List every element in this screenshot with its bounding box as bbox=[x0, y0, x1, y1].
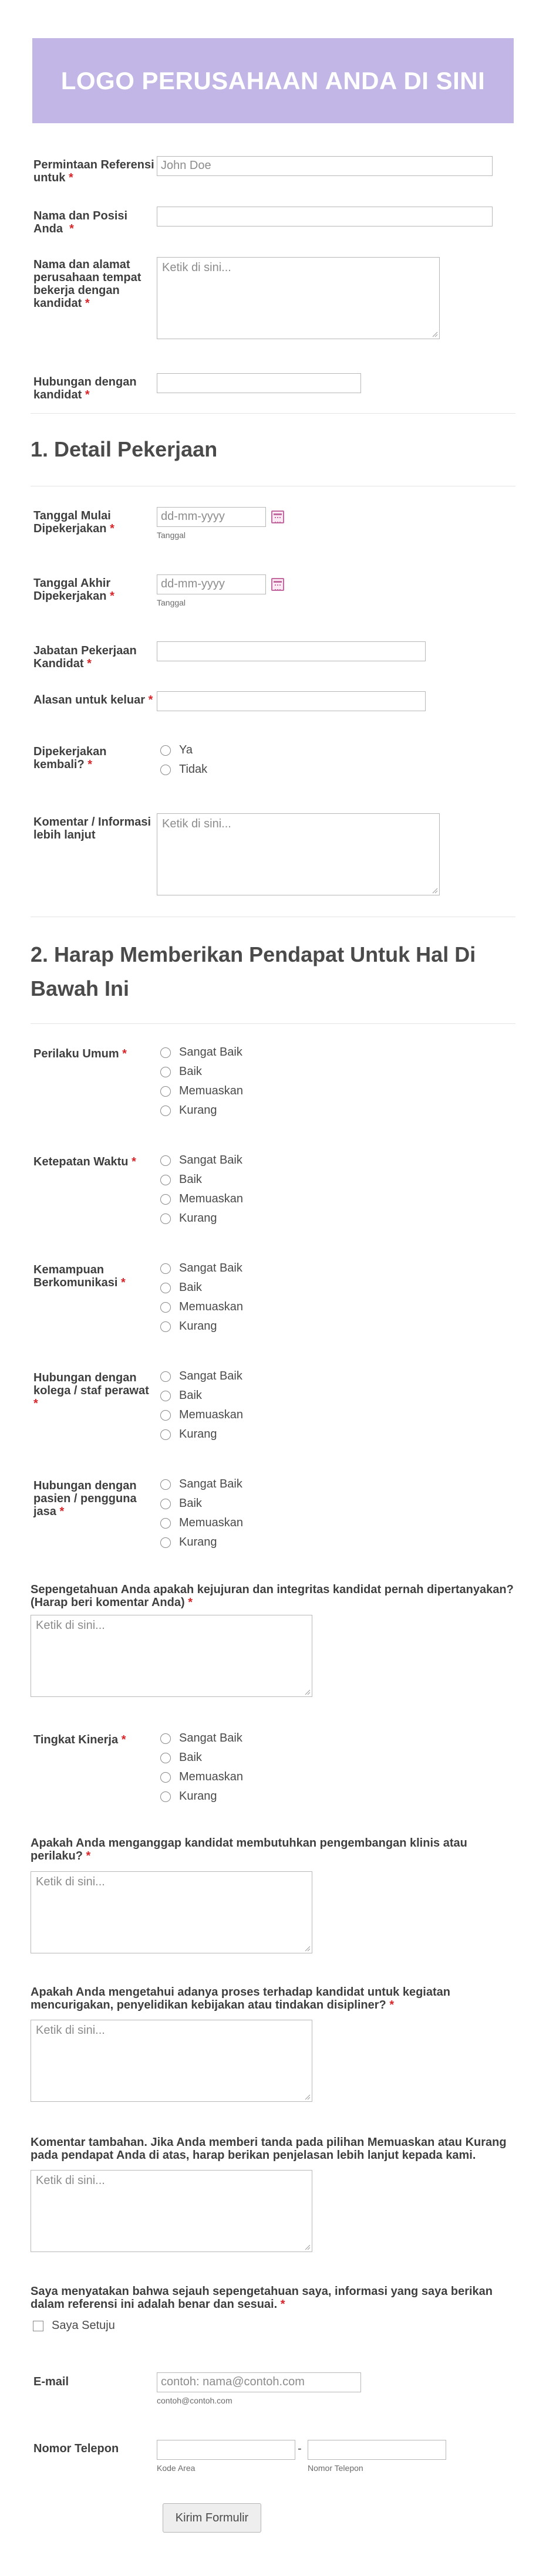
radio-button[interactable] bbox=[160, 1086, 171, 1097]
end-date-input[interactable]: dd-mm-yyyy bbox=[157, 574, 266, 594]
email-sublabel: contoh@contoh.com bbox=[157, 2396, 232, 2405]
comment-textarea[interactable] bbox=[157, 813, 440, 895]
rehire-option-yes[interactable]: Ya bbox=[160, 741, 207, 760]
patient-relation-options bbox=[160, 1475, 243, 1552]
performance-label: Tingkat Kinerja * bbox=[33, 1733, 126, 1746]
rehire-label: Dipekerjakan kembali? * bbox=[33, 745, 107, 771]
radio-button[interactable] bbox=[160, 1371, 171, 1382]
punctuality-options bbox=[160, 1151, 243, 1228]
radio-button[interactable] bbox=[160, 1067, 171, 1077]
rehire-option-no[interactable]: Tidak bbox=[160, 760, 207, 779]
logo-banner bbox=[32, 38, 514, 123]
rating-option[interactable]: Memuaskan bbox=[160, 1767, 243, 1787]
email-input[interactable]: contoh: nama@contoh.com bbox=[157, 2372, 361, 2392]
rehire-options bbox=[160, 741, 207, 779]
email-label: E-mail bbox=[33, 2375, 69, 2388]
divider bbox=[31, 413, 515, 414]
rating-option[interactable]: Kurang bbox=[160, 1209, 243, 1228]
patient-relation-label: Hubungan dengan pasien / pengguna jasa * bbox=[33, 1479, 137, 1518]
calendar-icon[interactable] bbox=[271, 578, 284, 591]
colleague-relation-options bbox=[160, 1367, 243, 1444]
ref-label: Permintaan Referensi untuk * bbox=[33, 158, 154, 184]
radio-button[interactable] bbox=[160, 765, 171, 775]
name-position-label: Nama dan Posisi Anda * bbox=[33, 209, 128, 235]
radio-button[interactable] bbox=[160, 1733, 171, 1744]
integrity-placeholder: Ketik di sini... bbox=[36, 1619, 105, 1632]
rating-option[interactable]: Kurang bbox=[160, 1533, 243, 1552]
resize-grip-icon[interactable] bbox=[305, 2094, 311, 2100]
rating-option[interactable]: Sangat Baik bbox=[160, 1043, 243, 1062]
disciplinary-placeholder: Ketik di sini... bbox=[36, 2024, 105, 2037]
rating-option[interactable]: Baik bbox=[160, 1062, 243, 1081]
section-2-title: 2. Harap Memberikan Pendapat Untuk Hal Di Bawah Ini bbox=[31, 942, 476, 1000]
submit-button[interactable]: Kirim Formulir bbox=[163, 2503, 261, 2533]
resize-grip-icon[interactable] bbox=[432, 332, 438, 337]
radio-button[interactable] bbox=[160, 1213, 171, 1224]
general-behavior-label: Perilaku Umum * bbox=[33, 1047, 127, 1060]
company-placeholder: Ketik di sini... bbox=[162, 261, 231, 274]
phone-label: Nomor Telepon bbox=[33, 2442, 119, 2455]
radio-button[interactable] bbox=[160, 1499, 171, 1509]
colleague-relation-label: Hubungan dengan kolega / staf perawat * bbox=[33, 1371, 149, 1410]
rating-option[interactable]: Baik bbox=[160, 1494, 243, 1513]
ref-input[interactable]: John Doe bbox=[157, 156, 493, 176]
leave-reason-input[interactable] bbox=[157, 691, 426, 711]
integrity-label: Sepengetahuan Anda apakah kejujuran dan integritas kandidat pernah dipertanyakan? (Harap beri komentar Anda) * bbox=[31, 1583, 514, 1609]
start-date-input[interactable]: dd-mm-yyyy bbox=[157, 507, 266, 527]
communication-options bbox=[160, 1259, 243, 1336]
performance-options bbox=[160, 1729, 243, 1806]
area-code-input[interactable] bbox=[157, 2440, 295, 2460]
agree-checkbox[interactable] bbox=[33, 2321, 43, 2331]
integrity-textarea[interactable] bbox=[31, 1615, 312, 1697]
rating-option[interactable]: Kurang bbox=[160, 1101, 243, 1120]
rating-option[interactable]: Kurang bbox=[160, 1317, 243, 1336]
punctuality-label: Ketepatan Waktu * bbox=[33, 1155, 136, 1168]
development-label: Apakah Anda menganggap kandidat membutuhkan pengembangan klinis atau perilaku? * bbox=[31, 1837, 467, 1862]
communication-label: Kemampuan Berkomunikasi * bbox=[33, 1263, 126, 1289]
development-placeholder: Ketik di sini... bbox=[36, 1875, 105, 1888]
disciplinary-textarea[interactable] bbox=[31, 2020, 312, 2102]
resize-grip-icon[interactable] bbox=[305, 1946, 311, 1952]
development-textarea[interactable] bbox=[31, 1871, 312, 1953]
rating-option[interactable]: Memuaskan bbox=[160, 1513, 243, 1533]
rating-option[interactable]: Memuaskan bbox=[160, 1405, 243, 1425]
additional-comment-textarea[interactable] bbox=[31, 2170, 312, 2252]
radio-button[interactable] bbox=[160, 1302, 171, 1313]
rating-option[interactable]: Kurang bbox=[160, 1787, 243, 1806]
job-title-label: Jabatan Pekerjaan Kandidat * bbox=[33, 644, 137, 670]
resize-grip-icon[interactable] bbox=[305, 1689, 311, 1695]
phone-number-sublabel: Nomor Telepon bbox=[308, 2463, 363, 2473]
rating-option[interactable]: Baik bbox=[160, 1170, 243, 1189]
rating-option[interactable]: Memuaskan bbox=[160, 1189, 243, 1209]
disciplinary-label: Apakah Anda mengetahui adanya proses terhadap kandidat untuk kegiatan mencurigakan, penyelidikan kebijakan atau tindakan disipliner? * bbox=[31, 1986, 450, 2012]
radio-button[interactable] bbox=[160, 1263, 171, 1274]
radio-button[interactable] bbox=[160, 1391, 171, 1401]
rating-option[interactable]: Sangat Baik bbox=[160, 1151, 243, 1170]
radio-button[interactable] bbox=[160, 1518, 171, 1529]
phone-number-input[interactable] bbox=[308, 2440, 446, 2460]
rating-option[interactable]: Baik bbox=[160, 1748, 243, 1767]
start-date-sublabel: Tanggal bbox=[157, 530, 186, 540]
radio-button[interactable] bbox=[160, 1479, 171, 1490]
additional-comment-placeholder: Ketik di sini... bbox=[36, 2174, 105, 2187]
agree-label: Saya Setuju bbox=[52, 2319, 115, 2332]
declaration-label: Saya menyatakan bahwa sejauh sepengetahuan saya, informasi yang saya berikan dalam referensi ini adalah benar dan sesuai. * bbox=[31, 2285, 493, 2311]
rating-option[interactable]: Baik bbox=[160, 1278, 243, 1297]
rating-option[interactable]: Baik bbox=[160, 1386, 243, 1405]
general-behavior-options bbox=[160, 1043, 243, 1120]
relation-label: Hubungan dengan kandidat * bbox=[33, 376, 137, 401]
radio-button[interactable] bbox=[160, 1410, 171, 1421]
leave-reason-label: Alasan untuk keluar * bbox=[33, 694, 153, 706]
radio-button[interactable] bbox=[160, 745, 171, 756]
rating-option[interactable]: Sangat Baik bbox=[160, 1729, 243, 1748]
resize-grip-icon[interactable] bbox=[432, 888, 438, 894]
radio-button[interactable] bbox=[160, 1155, 171, 1166]
rating-option[interactable]: Memuaskan bbox=[160, 1297, 243, 1317]
rating-option[interactable]: Sangat Baik bbox=[160, 1259, 243, 1278]
company-label: Nama dan alamat perusahaan tempat bekerja dengan kandidat * bbox=[33, 258, 141, 310]
radio-button[interactable] bbox=[160, 1321, 171, 1332]
comment-placeholder: Ketik di sini... bbox=[162, 817, 231, 830]
radio-button[interactable] bbox=[160, 1429, 171, 1440]
radio-button[interactable] bbox=[160, 1047, 171, 1058]
divider bbox=[31, 1023, 515, 1024]
name-position-input[interactable] bbox=[157, 207, 493, 227]
rating-option[interactable]: Memuaskan bbox=[160, 1081, 243, 1101]
logo-text: LOGO PERUSAHAAN ANDA DI SINI bbox=[60, 66, 486, 94]
section-1-title: 1. Detail Pekerjaan bbox=[31, 437, 218, 461]
relation-input[interactable] bbox=[157, 373, 361, 393]
rating-option[interactable]: Sangat Baik bbox=[160, 1367, 243, 1386]
calendar-icon[interactable] bbox=[271, 511, 284, 523]
radio-button[interactable] bbox=[160, 1537, 171, 1548]
phone-separator: - bbox=[298, 2442, 302, 2455]
end-date-label: Tanggal Akhir Dipekerjakan * bbox=[33, 577, 114, 603]
radio-button[interactable] bbox=[160, 1791, 171, 1802]
radio-button[interactable] bbox=[160, 1194, 171, 1205]
radio-button[interactable] bbox=[160, 1772, 171, 1783]
resize-grip-icon[interactable] bbox=[305, 2244, 311, 2250]
comment-label: Komentar / Informasi lebih lanjut bbox=[33, 816, 151, 841]
radio-button[interactable] bbox=[160, 1283, 171, 1293]
rating-option[interactable]: Sangat Baik bbox=[160, 1475, 243, 1494]
company-textarea[interactable] bbox=[157, 257, 440, 339]
area-code-sublabel: Kode Area bbox=[157, 2463, 196, 2473]
end-date-sublabel: Tanggal bbox=[157, 598, 186, 607]
job-title-input[interactable] bbox=[157, 641, 426, 661]
rating-option[interactable]: Kurang bbox=[160, 1425, 243, 1444]
start-date-label: Tanggal Mulai Dipekerjakan * bbox=[33, 509, 114, 535]
radio-button[interactable] bbox=[160, 1106, 171, 1116]
additional-comment-label: Komentar tambahan. Jika Anda memberi tanda pada pilihan Memuaskan atau Kurang pada pendapat Anda di atas, harap berikan penjelasan lebih lanjut kepada kami. bbox=[31, 2136, 507, 2162]
agree-checkbox-row[interactable] bbox=[33, 2319, 115, 2332]
radio-button[interactable] bbox=[160, 1753, 171, 1763]
radio-button[interactable] bbox=[160, 1175, 171, 1185]
